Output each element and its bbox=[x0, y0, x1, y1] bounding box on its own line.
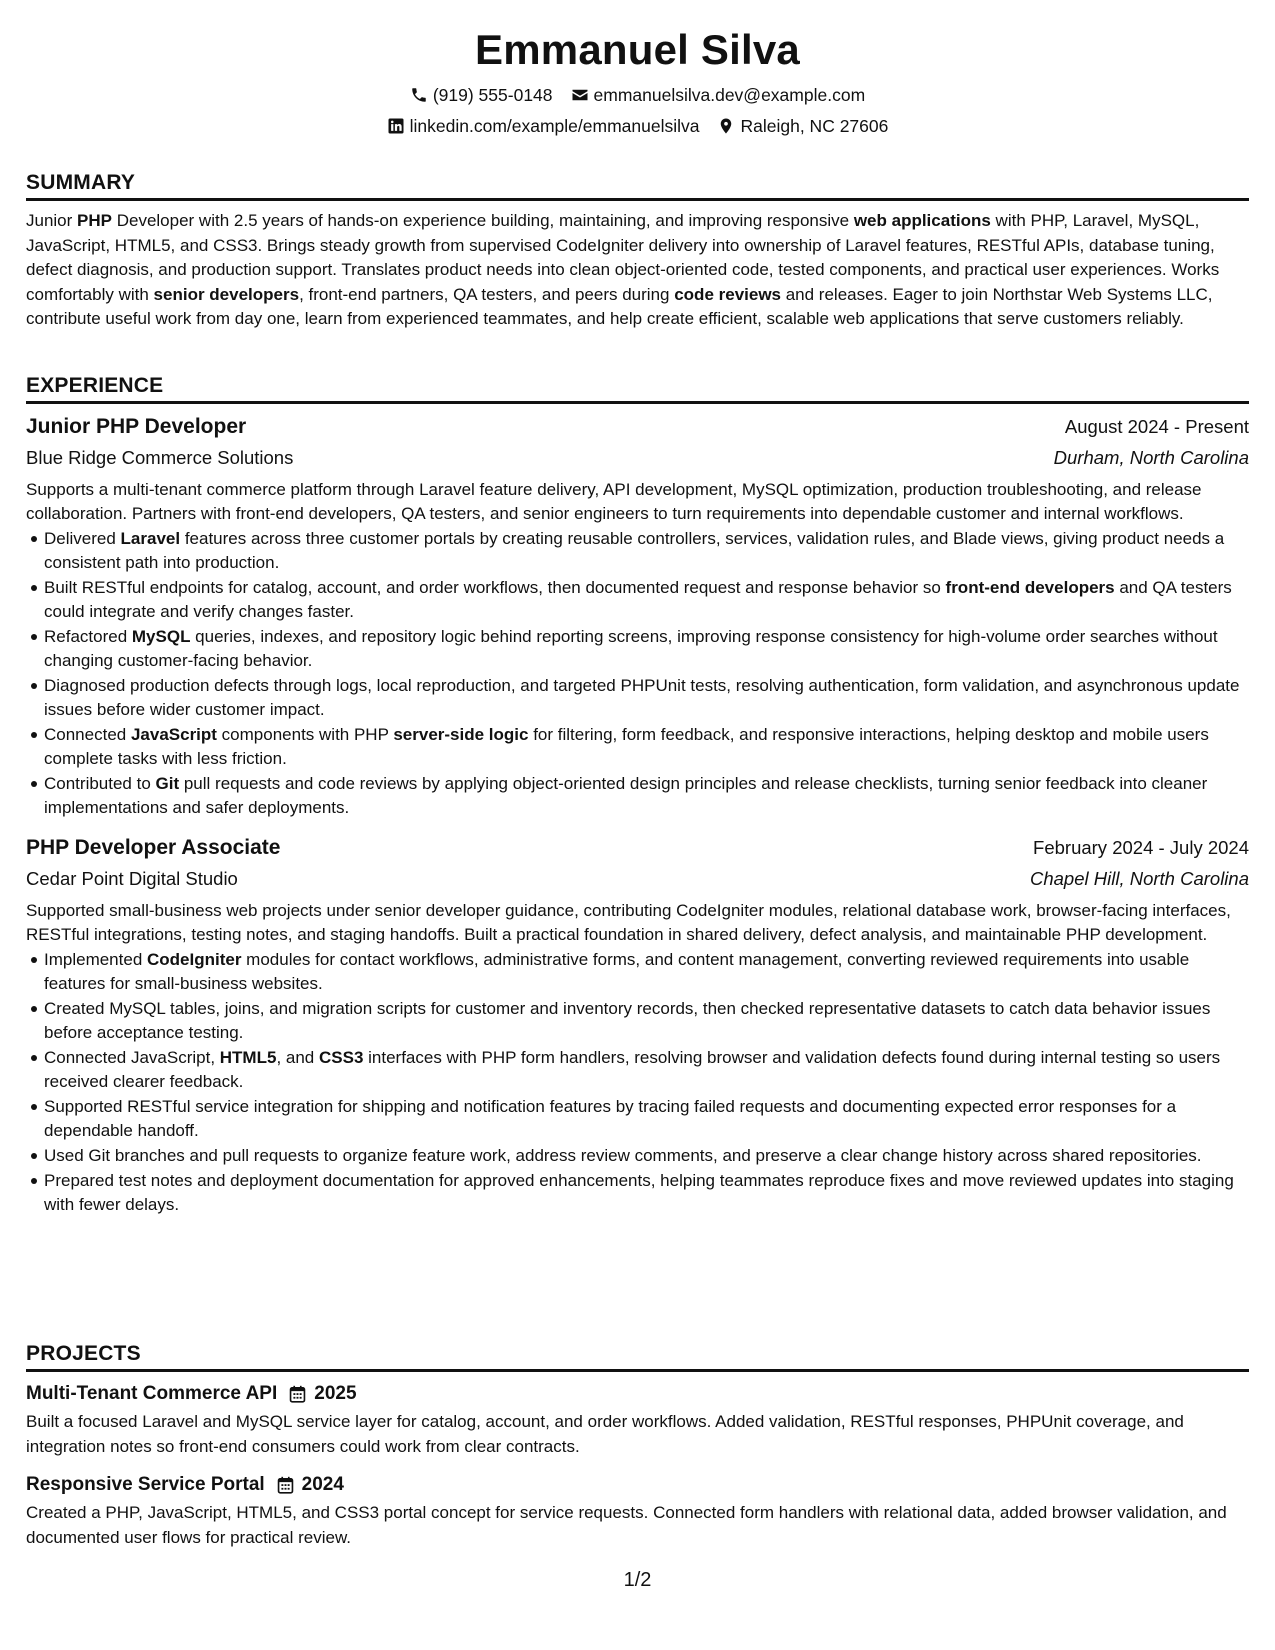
bullet-item: Connected JavaScript, HTML5, and CSS3 interfaces with PHP form handlers, resolving browser and validation defects found during internal testing so users received clearer feedback. bbox=[44, 1046, 1249, 1094]
bullet-item: Connected JavaScript components with PHP server-side logic for filtering, form feedback, and responsive interactions, helping desktop and mobile users complete tasks with less friction. bbox=[44, 723, 1249, 771]
project-entry bbox=[26, 1380, 1249, 1459]
job-description: Supported small-business web projects under senior developer guidance, contributing CodeIgniter modules, relational database work, browser-facing interfaces, RESTful integrations, testing notes, and staging handoffs. Built a practical foundation in shared delivery, defect analysis, and maintainable PHP development. bbox=[26, 901, 1231, 944]
keyword-bold: MySQL bbox=[131, 627, 191, 646]
project-header bbox=[26, 1471, 1249, 1499]
job-bullets bbox=[26, 527, 1249, 820]
job-header-row bbox=[26, 412, 1249, 441]
job-location: Chapel Hill, North Carolina bbox=[1029, 868, 1249, 889]
summary-text: Junior PHP Developer with 2.5 years of hands-on experience building, maintaining, and improving responsive web applications with PHP, Laravel, MySQL, JavaScript, HTML5, and CSS3. Brings steady growth from supervised CodeIgniter delivery into ownership of Laravel features, RESTful APIs, database tuning, defect diagnosis, and production support. Translates product needs into clean object-oriented code, tested components, and practical user experiences. Works comfortably with senior developers, front-end partners, QA testers, and peers during code reviews and releases. Eager to join Northstar Web Systems LLC, contribute useful work from day one, learn from experienced teammates, and help create efficient, scalable web applications that serve customers reliably. bbox=[26, 211, 1220, 328]
phone-icon bbox=[410, 86, 428, 104]
keyword-bold: front-end developers bbox=[945, 578, 1115, 597]
bullet-item: Used Git branches and pull requests to organize feature work, address review comments, and preserve a clear change history across shared repositories. bbox=[44, 1144, 1249, 1168]
contact-phone bbox=[410, 83, 553, 107]
experience-heading: EXPERIENCE bbox=[26, 372, 1249, 404]
location-text: Raleigh, NC 27606 bbox=[740, 116, 889, 136]
keyword-bold: HTML5 bbox=[219, 1048, 277, 1067]
keyword-bold: JavaScript bbox=[130, 725, 217, 744]
job-company: Cedar Point Digital Studio bbox=[26, 868, 238, 889]
summary-section bbox=[26, 169, 1249, 332]
bullet-item: Supported RESTful service integration for shipping and notification features by tracing failed requests and documenting expected error responses for a dependable handoff. bbox=[44, 1095, 1249, 1143]
job-company-row bbox=[26, 862, 1249, 893]
keyword-bold: web applications bbox=[853, 211, 991, 230]
bullet-item: Built RESTful endpoints for catalog, account, and order workflows, then documented request and response behavior so front-end developers and QA testers could integrate and verify changes faster. bbox=[44, 576, 1249, 624]
bullet-item: Created MySQL tables, joins, and migration scripts for customer and inventory records, then checked representative datasets to catch data behavior issues before acceptance testing. bbox=[44, 997, 1249, 1045]
project-description: Created a PHP, JavaScript, HTML5, and CSS3 portal concept for service requests. Connected form handlers with relational data, added browser validation, and documented user flows for practical review. bbox=[26, 1503, 1227, 1547]
contact-line-secondary bbox=[26, 114, 1249, 138]
job-dates: August 2024 - Present bbox=[1064, 416, 1249, 437]
calendar-icon bbox=[277, 1476, 294, 1494]
job-dates: February 2024 - July 2024 bbox=[1033, 837, 1249, 858]
job-bullets bbox=[26, 948, 1249, 1217]
job-title: PHP Developer Associate bbox=[26, 836, 281, 859]
job-location: Durham, North Carolina bbox=[1053, 447, 1249, 468]
project-entry bbox=[26, 1471, 1249, 1550]
project-year: 2024 bbox=[301, 1474, 344, 1495]
map-pin-icon bbox=[717, 117, 735, 135]
bullet-item: Refactored MySQL queries, indexes, and repository logic behind reporting screens, improving response consistency for high-volume order searches without changing customer-facing behavior. bbox=[44, 625, 1249, 673]
job-company: Blue Ridge Commerce Solutions bbox=[26, 447, 294, 468]
email-address[interactable]: emmanuelsilva.dev@example.com bbox=[593, 85, 866, 105]
job-header-row bbox=[26, 833, 1249, 862]
keyword-bold: Git bbox=[155, 774, 180, 793]
experience-section bbox=[26, 372, 1249, 1217]
project-date bbox=[277, 1471, 344, 1499]
project-name: Responsive Service Portal bbox=[26, 1474, 265, 1495]
projects-section bbox=[26, 1340, 1249, 1550]
linkedin-url[interactable]: linkedin.com/example/emmanuelsilva bbox=[409, 116, 700, 136]
resume-page bbox=[26, 0, 1249, 1547]
job-entry bbox=[26, 833, 1249, 1217]
project-header bbox=[26, 1380, 1249, 1408]
phone-number: (919) 555-0148 bbox=[432, 85, 553, 105]
contact-linkedin[interactable] bbox=[387, 114, 700, 138]
project-description: Built a focused Laravel and MySQL service layer for catalog, account, and order workflows. Added validation, RESTful responses, PHPUnit coverage, and integration notes so front-end consumers could work from clear contracts. bbox=[26, 1412, 1184, 1456]
job-description: Supports a multi-tenant commerce platform through Laravel feature delivery, API development, MySQL optimization, production troubleshooting, and release collaboration. Partners with front-end developers, QA testers, and senior engineers to turn requirements into dependable customer and internal workflows. bbox=[26, 480, 1202, 523]
job-title: Junior PHP Developer bbox=[26, 415, 247, 438]
job-company-row bbox=[26, 441, 1249, 472]
contact-location bbox=[717, 114, 888, 138]
calendar-icon bbox=[289, 1385, 306, 1403]
keyword-bold: server-side logic bbox=[393, 725, 529, 744]
contact-email[interactable] bbox=[571, 83, 866, 107]
envelope-icon bbox=[571, 86, 589, 104]
projects-heading: PROJECTS bbox=[26, 1340, 1249, 1372]
keyword-bold: code reviews bbox=[674, 284, 781, 304]
page-number: 1/2 bbox=[623, 1569, 652, 1591]
linkedin-icon bbox=[387, 117, 405, 135]
contact-line-primary bbox=[26, 83, 1249, 107]
candidate-name: Emmanuel Silva bbox=[475, 26, 800, 73]
keyword-bold: Laravel bbox=[120, 529, 181, 548]
bullet-item: Implemented CodeIgniter modules for contact workflows, administrative forms, and content management, converting reviewed requirements into usable features for small-business websites. bbox=[44, 948, 1249, 996]
keyword-bold: senior developers bbox=[153, 284, 300, 304]
project-date bbox=[289, 1380, 356, 1408]
keyword-bold: PHP bbox=[77, 211, 112, 230]
summary-heading: SUMMARY bbox=[26, 169, 1249, 201]
bullet-item: Contributed to Git pull requests and code reviews by applying object-oriented design principles and release checklists, turning senior feedback into cleaner implementations and safer deployments. bbox=[44, 772, 1249, 820]
project-name: Multi-Tenant Commerce API bbox=[26, 1383, 278, 1404]
bullet-item: Prepared test notes and deployment documentation for approved enhancements, helping teammates reproduce fixes and move reviewed updates into staging with fewer delays. bbox=[44, 1169, 1249, 1217]
project-year: 2025 bbox=[314, 1383, 357, 1404]
keyword-bold: CodeIgniter bbox=[147, 950, 242, 969]
keyword-bold: CSS3 bbox=[318, 1048, 364, 1067]
bullet-item: Delivered Laravel features across three customer portals by creating reusable controllers, services, validation rules, and Blade views, giving product needs a consistent path into production. bbox=[44, 527, 1249, 575]
job-entry bbox=[26, 412, 1249, 820]
bullet-item: Diagnosed production defects through logs, local reproduction, and targeted PHPUnit tests, resolving authentication, form validation, and asynchronous update issues before wider customer impact. bbox=[44, 674, 1249, 722]
